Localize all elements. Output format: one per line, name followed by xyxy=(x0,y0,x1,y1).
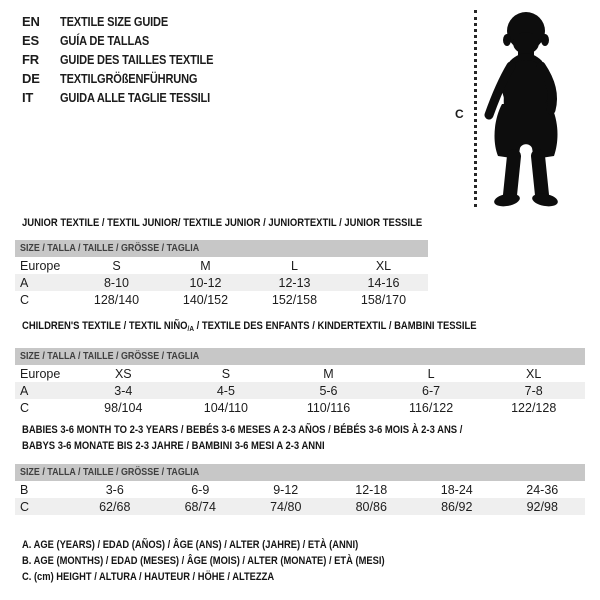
value-cell: 92/98 xyxy=(526,499,558,514)
value-cell: 6-9 xyxy=(191,482,210,497)
value-cell: 4-5 xyxy=(216,383,235,398)
babies-section-title: BABIES 3-6 MONTH TO 2-3 YEARS / BEBÉS 3-6 MESES A 2-3 AÑOS / BÉBÉS 3-6 MOIS À 2-3 ANS / BABYS 3-6 MONATE BIS 2-3 JAHRE / BAMBINI 3-6 MESI A 2-3 ANNI xyxy=(22,424,463,452)
value-cell: 7-8 xyxy=(524,383,543,398)
language-label: GUIDE DES TAILLES TEXTILE xyxy=(60,52,214,67)
value-cell: 24-36 xyxy=(526,482,559,497)
size-cell: XL xyxy=(526,366,542,381)
value-cell: 3-4 xyxy=(114,383,133,398)
language-label: GUÍA DE TALLAS xyxy=(60,33,150,48)
baby-silhouette xyxy=(482,9,570,209)
value-cell: 9-12 xyxy=(273,482,299,497)
value-cell: 74/80 xyxy=(270,499,302,514)
language-label: GUIDA ALLE TAGLIE TESSILI xyxy=(60,90,211,105)
value-cell: 122/128 xyxy=(511,400,557,415)
value-cell: 152/158 xyxy=(271,292,318,307)
value-cell: 80/86 xyxy=(355,499,387,514)
value-cell: 5-6 xyxy=(319,383,338,398)
junior-size-table xyxy=(15,240,428,308)
value-cell: 12-18 xyxy=(355,482,388,497)
language-code: EN xyxy=(22,14,40,29)
note-age-months: B. AGE (MONTHS) / EDAD (MESES) / ÂGE (MOIS) / ALTER (MONATE) / ETÀ (MESI) xyxy=(22,555,385,568)
language-code: IT xyxy=(22,90,34,105)
size-cell: L xyxy=(427,366,435,381)
row-label: C xyxy=(20,400,30,415)
junior-section-title: JUNIOR TEXTILE / TEXTIL JUNIOR/ TEXTILE JUNIOR / JUNIORTEXTIL / JUNIOR TESSILE xyxy=(22,217,423,229)
value-cell: 12-13 xyxy=(278,275,311,290)
language-label: TEXTILE SIZE GUIDE xyxy=(60,14,169,29)
value-cell: 8-10 xyxy=(103,275,130,290)
value-cell: 6-7 xyxy=(422,383,441,398)
row-label: Europe xyxy=(20,366,61,381)
value-cell: 116/122 xyxy=(408,400,454,415)
value-cell: 86/92 xyxy=(441,499,473,514)
table-row xyxy=(15,274,428,291)
value-cell: 140/152 xyxy=(182,292,229,307)
row-label: A xyxy=(20,275,29,290)
value-cell: 14-16 xyxy=(367,275,400,290)
size-cell: S xyxy=(221,366,231,381)
table-row xyxy=(15,481,585,498)
size-header-bar: SIZE / TALLA / TAILLE / GRÖSSE / TAGLIA xyxy=(15,240,428,257)
value-cell: 104/110 xyxy=(203,400,249,415)
table-row xyxy=(15,399,585,416)
children-size-table xyxy=(15,348,585,416)
babies-size-table xyxy=(15,464,585,515)
row-label: C xyxy=(20,499,30,514)
subscript: /A xyxy=(187,324,194,333)
table-row xyxy=(15,382,585,399)
size-cell: S xyxy=(112,258,121,273)
note-height: C. (cm) HEIGHT / ALTURA / HAUTEUR / HÖHE / ALTEZZA xyxy=(22,571,275,584)
language-row-fr xyxy=(22,50,240,69)
row-label: C xyxy=(20,292,30,307)
table-row xyxy=(15,365,585,382)
size-cell: XL xyxy=(375,258,392,273)
size-cell: M xyxy=(200,258,211,273)
row-label: B xyxy=(20,482,29,497)
value-cell: 3-6 xyxy=(105,482,124,497)
note-age-years: A. AGE (YEARS) / EDAD (AÑOS) / ÂGE (ANS) / ALTER (JAHRE) / ETÀ (ANNI) xyxy=(22,539,359,551)
value-cell: 62/68 xyxy=(99,499,131,514)
value-cell: 98/104 xyxy=(104,400,143,415)
table-row xyxy=(15,257,428,274)
row-label: Europe xyxy=(20,258,61,273)
value-cell: 10-12 xyxy=(189,275,222,290)
size-header-bar: SIZE / TALLA / TAILLE / GRÖSSE / TAGLIA xyxy=(15,464,585,481)
value-cell: 158/170 xyxy=(360,292,407,307)
value-cell: 18-24 xyxy=(440,482,473,497)
language-code: DE xyxy=(22,71,40,86)
table-row xyxy=(15,291,428,308)
size-header-bar: SIZE / TALLA / TAILLE / GRÖSSE / TAGLIA xyxy=(15,348,585,365)
height-measure-label: C xyxy=(455,107,464,121)
language-row-en xyxy=(22,12,240,31)
language-row-it xyxy=(22,88,240,107)
language-code: ES xyxy=(22,33,39,48)
children-section-title: CHILDREN'S TEXTILE / TEXTIL $NIÑO_{/A}$ / TEXTILE DES ENFANTS / KINDERTEXTIL / BAMBINI TESSILE xyxy=(22,320,477,333)
size-cell: M xyxy=(323,366,334,381)
height-dashed-line xyxy=(474,10,477,207)
language-row-de xyxy=(22,69,240,88)
language-row-es xyxy=(22,31,240,50)
table-row xyxy=(15,498,585,515)
size-cell: XS xyxy=(114,366,132,381)
language-label: TEXTILGRÖßENFÜHRUNG xyxy=(60,71,198,86)
row-label: A xyxy=(20,383,29,398)
value-cell: 128/140 xyxy=(93,292,140,307)
language-list xyxy=(22,12,240,107)
value-cell: 110/116 xyxy=(306,400,351,415)
size-cell: L xyxy=(291,258,298,273)
legend-notes xyxy=(22,537,449,586)
value-cell: 68/74 xyxy=(184,499,216,514)
language-code: FR xyxy=(22,52,39,67)
